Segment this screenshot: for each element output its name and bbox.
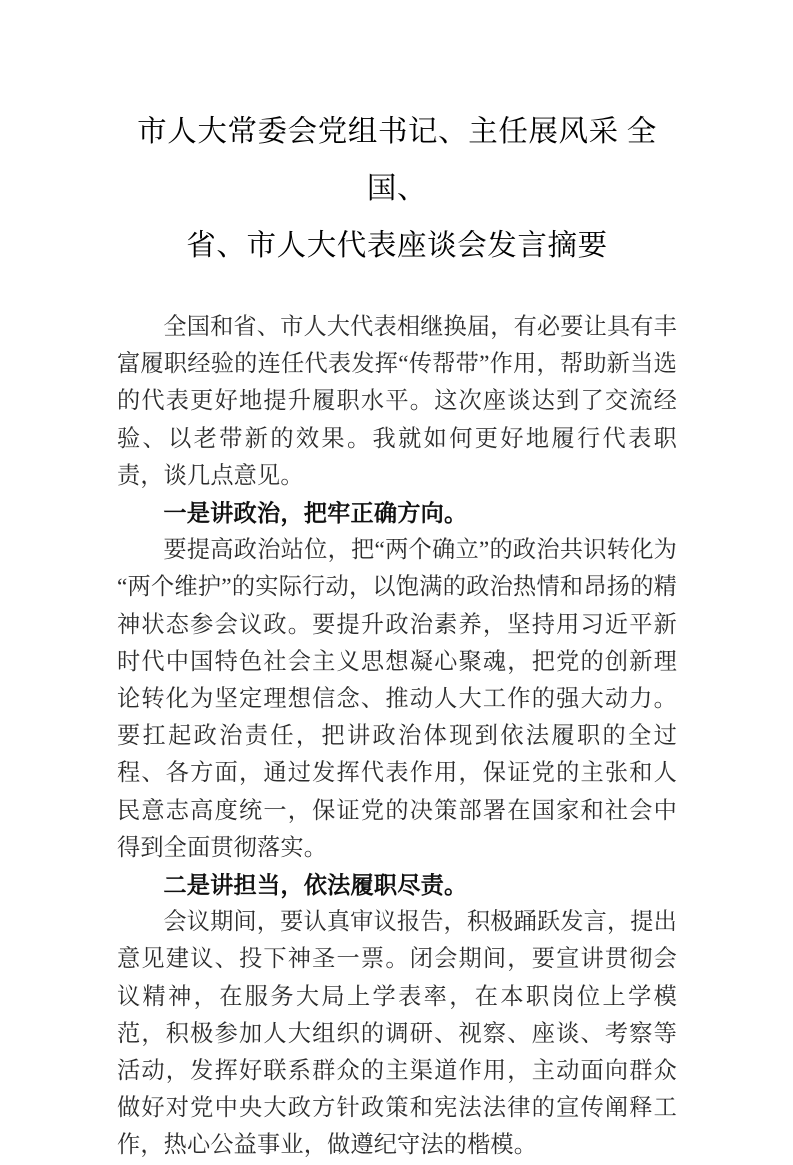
page-title (117, 0, 677, 275)
document-text-column (117, 0, 677, 1165)
section-heading-one: 一是讲政治，把牢正确方向。 (163, 500, 468, 527)
title-body-spacer (117, 275, 677, 309)
section-heading-two: 二是讲担当，依法履职尽责。 (163, 872, 468, 899)
intro-paragraph: 全国和省、市人大代表相继换届，有必要让具有丰富履职经验的连任代表发挥“传帮带”作用，帮助新当选的代表更好地提升履职水平。这次座谈达到了交流经验、以老带新的效果。我就如何更好地履行代表职责，谈几点意见。 (117, 314, 677, 489)
section-two-body: 会议期间，要认真审议报告，积极踊跃发言，提出意见建议、投下神圣一票。闭会期间，要宣讲贯彻会议精神，在服务大局上学表率，在本职岗位上学模范，积极参加人大组织的调研、视察、座谈、考察等活动，发挥好联系群众的主渠道作用，主动面向群众做好对党中央大政方针政策和宪法法律的宣传阐释工作，热心公益事业，做遵纪守法的楷模。 (117, 909, 677, 1159)
page-title-line-1: 市人大常委会党组书记、主任展风采 全国、 (137, 116, 657, 205)
page-title-line-2: 省、市人大代表座谈会发言摘要 (186, 230, 608, 262)
section-one-body: 要提高政治站位，把“两个确立”的政治共识转化为“两个维护”的实际行动，以饱满的政治热情和昂扬的精神状态参会议政。要提升政治素养，坚持用习近平新时代中国特色社会主义思想凝心聚魂，把党的创新理论转化为坚定理想信念、推动人大工作的强大动力。要扛起政治责任，把讲政治体现到依法履职的全过程、各方面，通过发挥代表作用，保证党的主张和人民意志高度统一，保证党的决策部署在国家和社会中得到全面贯彻落实。 (117, 537, 677, 861)
